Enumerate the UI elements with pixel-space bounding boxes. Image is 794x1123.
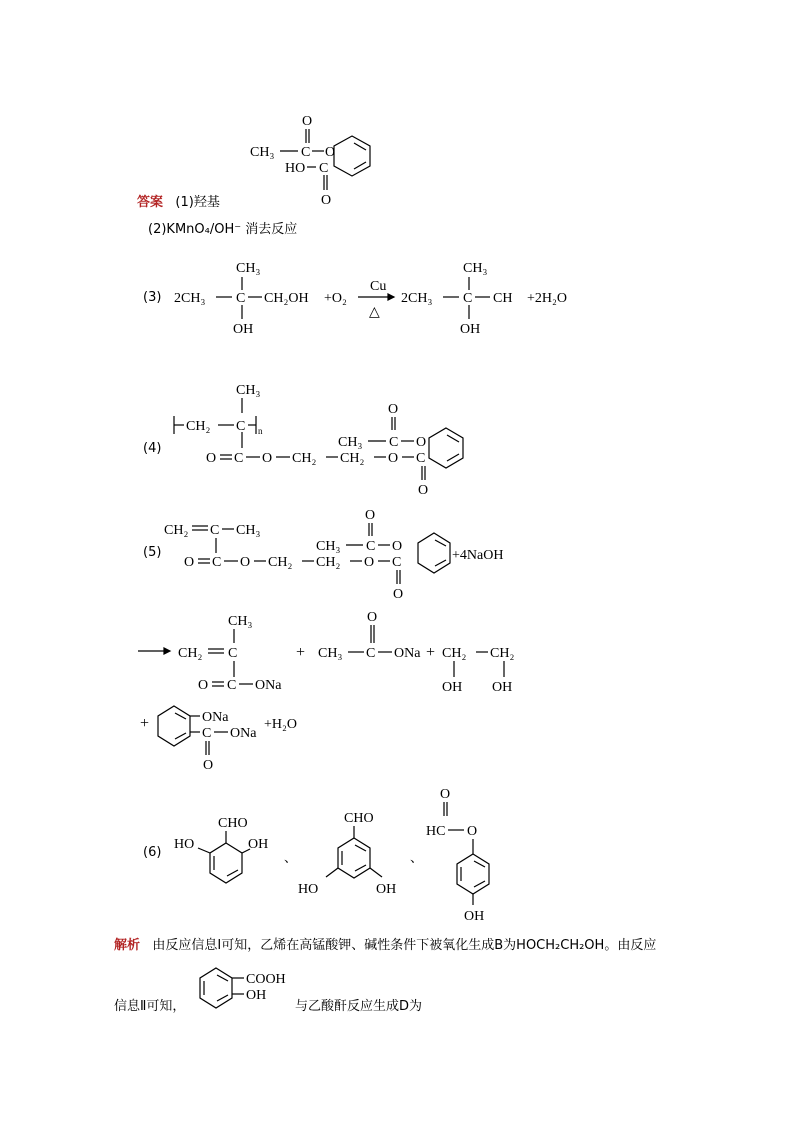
svg-text:ONa: ONa (255, 678, 282, 693)
svg-text:CH₂: CH₂ (340, 451, 365, 466)
svg-text:OH: OH (248, 837, 269, 852)
svg-text:OH: OH (492, 680, 513, 695)
svg-text:CH₃: CH₃ (236, 383, 261, 398)
analysis-line-2-right: 与乙酸酐反应生成D为 (295, 999, 423, 1014)
svg-text:C: C (416, 451, 426, 466)
svg-text:CH₂: CH₂ (186, 419, 211, 434)
answer-line-2 (148, 221, 297, 239)
svg-text:HO: HO (298, 882, 319, 897)
svg-text:n: n (258, 426, 263, 436)
svg-text:ONa: ONa (202, 710, 229, 725)
svg-text:CH₃: CH₃ (236, 261, 261, 276)
svg-text:C: C (234, 451, 244, 466)
svg-text:COOH: COOH (246, 972, 286, 987)
svg-text:CH₃: CH₃ (316, 539, 341, 554)
svg-text:O: O (203, 758, 214, 773)
svg-text:OH: OH (460, 322, 481, 337)
svg-text:+2H₂O: +2H₂O (527, 291, 567, 306)
structure-6a (170, 810, 290, 890)
structure-salicylic-acid (196, 962, 306, 1012)
svg-text:C: C (210, 523, 220, 538)
equation-5-products-2 (136, 700, 336, 780)
svg-text:+: + (140, 715, 150, 732)
svg-text:C: C (212, 555, 222, 570)
separator-2: 、 (410, 851, 424, 866)
equation-5-reactant (162, 505, 532, 605)
svg-text:ONa: ONa (394, 646, 421, 661)
svg-text:CH₂: CH₂ (178, 646, 203, 661)
svg-text:C: C (301, 145, 311, 160)
svg-text:+: + (426, 644, 436, 661)
separator-1: 、 (284, 851, 298, 866)
svg-text:O: O (388, 451, 399, 466)
item-3-label: (3) (143, 290, 162, 305)
svg-text:C: C (392, 555, 402, 570)
answer-line-1 (137, 194, 220, 212)
svg-text:CH₃: CH₃ (228, 614, 253, 629)
svg-text:+: + (296, 644, 306, 661)
svg-text:CH₃: CH₃ (338, 435, 363, 450)
svg-text:C: C (236, 419, 246, 434)
answer-item-2: (2)KMnO₄/OH⁻ 消去反应 (148, 222, 298, 237)
svg-text:O: O (467, 824, 478, 839)
svg-text:OH: OH (464, 909, 485, 924)
svg-text:CH₃: CH₃ (236, 523, 261, 538)
item-4-label: (4) (143, 441, 162, 456)
svg-text:CH₂: CH₂ (316, 555, 341, 570)
svg-text:O: O (364, 555, 375, 570)
svg-text:+H₂O: +H₂O (264, 717, 297, 732)
svg-text:O: O (393, 587, 404, 602)
svg-text:ONa: ONa (230, 726, 257, 741)
svg-text:CH: CH (493, 291, 513, 306)
svg-text:O: O (206, 451, 217, 466)
svg-text:C: C (319, 161, 329, 176)
answer-label: 答案 (137, 195, 164, 210)
svg-text:O: O (418, 483, 429, 498)
svg-text:O: O (365, 508, 376, 523)
svg-text:CH₂: CH₂ (442, 646, 467, 661)
answer-item-1: (1)羟基 (175, 195, 220, 210)
svg-text:C: C (228, 646, 238, 661)
svg-text:HO: HO (285, 161, 306, 176)
structure-6b (296, 805, 416, 900)
svg-text:CH₂: CH₂ (292, 451, 317, 466)
svg-text:CHO: CHO (344, 811, 374, 826)
structure-4-polymer (170, 380, 470, 500)
svg-text:CH₃: CH₃ (250, 145, 275, 160)
svg-text:C: C (227, 678, 237, 693)
equation-3 (172, 255, 602, 345)
item-6-label: (6) (143, 845, 162, 860)
svg-text:HC: HC (426, 824, 446, 839)
analysis-text-1: 由反应信息Ⅰ可知，乙烯在高锰酸钾、碱性条件下被氧化生成B为HOCH₂CH₂OH。由反应 (152, 938, 657, 953)
svg-text:CH₂OH: CH₂OH (264, 291, 309, 306)
svg-text:O: O (321, 193, 332, 208)
svg-text:O: O (416, 435, 427, 450)
svg-text:2CH₃: 2CH₃ (401, 291, 433, 306)
svg-text:Cu: Cu (370, 279, 387, 294)
svg-text:HO: HO (174, 837, 195, 852)
svg-text:OH: OH (233, 322, 254, 337)
svg-text:OH: OH (376, 882, 397, 897)
svg-text:CH₂: CH₂ (164, 523, 189, 538)
svg-text:C: C (202, 726, 212, 741)
svg-text:C: C (463, 291, 473, 306)
structure-top (240, 110, 400, 210)
svg-text:O: O (388, 402, 399, 417)
svg-text:O: O (325, 145, 336, 160)
svg-text:CH₃: CH₃ (463, 261, 488, 276)
svg-text:C: C (366, 539, 376, 554)
svg-text:C: C (236, 291, 246, 306)
svg-text:O: O (240, 555, 251, 570)
svg-text:O: O (262, 451, 273, 466)
equation-5-products-1 (136, 605, 536, 695)
svg-text:CH₃: CH₃ (318, 646, 343, 661)
item-5-label: (5) (143, 545, 162, 560)
analysis-label: 解析 (114, 938, 141, 953)
svg-text:+O₂: +O₂ (324, 291, 347, 306)
svg-text:CHO: CHO (218, 816, 248, 831)
svg-text:C: C (389, 435, 399, 450)
analysis-line-2-left: 信息Ⅱ可知， (114, 999, 186, 1014)
analysis-line-1 (114, 937, 656, 955)
svg-text:2CH₃: 2CH₃ (174, 291, 206, 306)
svg-text:+4NaOH: +4NaOH (452, 548, 504, 563)
svg-text:O: O (184, 555, 195, 570)
svg-text:O: O (367, 610, 378, 625)
svg-text:O: O (198, 678, 209, 693)
svg-text:OH: OH (442, 680, 463, 695)
svg-text:O: O (302, 114, 313, 129)
svg-text:O: O (392, 539, 403, 554)
svg-text:OH: OH (246, 988, 267, 1003)
svg-text:O: O (440, 787, 451, 802)
structure-6c (424, 780, 534, 925)
svg-text:CH₂: CH₂ (268, 555, 293, 570)
svg-text:△: △ (369, 305, 380, 320)
svg-text:CH₂: CH₂ (490, 646, 515, 661)
svg-text:C: C (366, 646, 376, 661)
